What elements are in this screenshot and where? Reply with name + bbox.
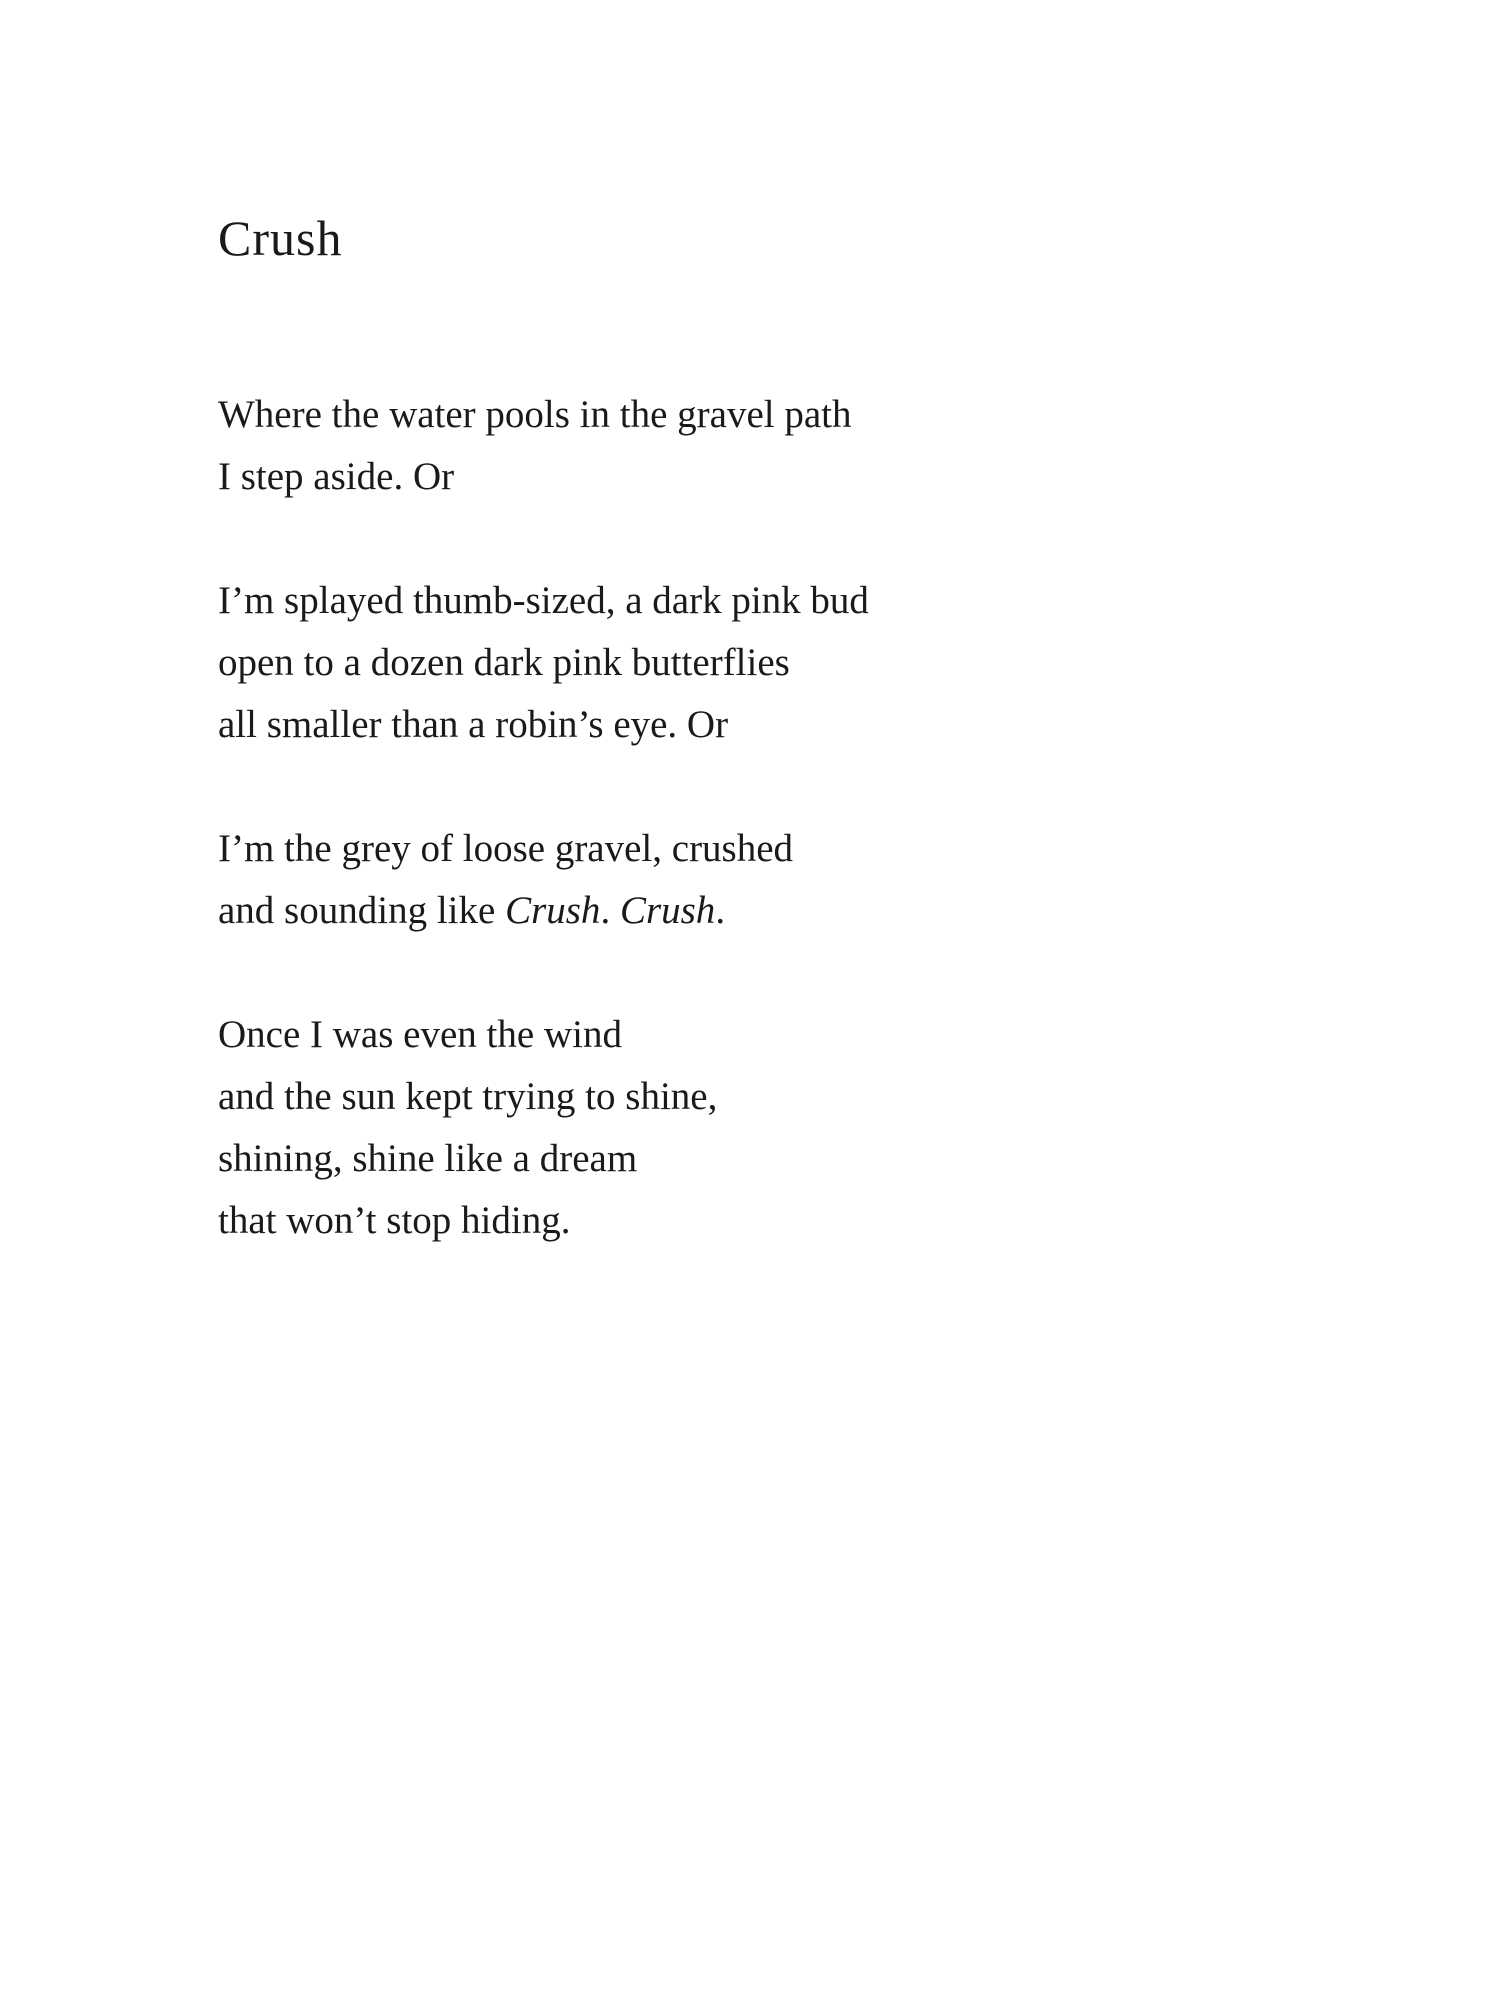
poem-line: shining, shine like a dream [218, 1137, 638, 1180]
poem-text: and sounding like [218, 889, 506, 932]
poem-line: I step aside. Or [218, 455, 455, 498]
poem-line: I’m splayed thumb-sized, a dark pink bud [218, 579, 869, 622]
poem-line: Once I was even the wind [218, 1013, 622, 1056]
stanza-3 [218, 818, 869, 942]
stanza-2 [218, 570, 869, 756]
poem-body [218, 384, 869, 1252]
poem-line: that won’t stop hiding. [218, 1199, 571, 1242]
poem-line: and the sun kept trying to shine, [218, 1075, 718, 1118]
stanza-4 [218, 1004, 869, 1252]
poem-line-mixed [218, 880, 869, 942]
poem-title: Crush [218, 210, 343, 266]
italic-word: Crush [619, 889, 716, 932]
poem-line: Where the water pools in the gravel path [218, 393, 852, 436]
poem-text: . [600, 889, 620, 932]
stanza-1 [218, 384, 869, 508]
poem-line: I’m the grey of loose gravel, crushed [218, 827, 794, 870]
italic-word: Crush [505, 889, 601, 932]
poem-line: open to a dozen dark pink butterflies [218, 641, 790, 684]
poem-text: . [715, 889, 726, 932]
poem-line: all smaller than a robin’s eye. Or [218, 703, 729, 746]
